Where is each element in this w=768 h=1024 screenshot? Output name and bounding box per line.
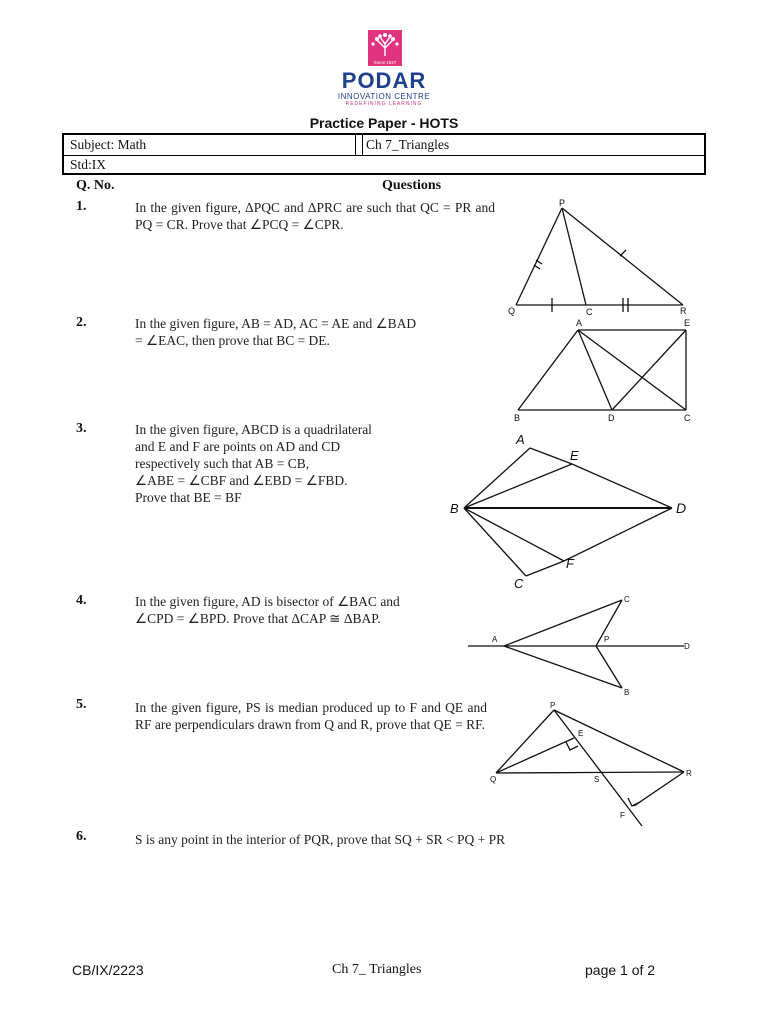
figure-q5 — [488, 698, 698, 828]
question-text: In the given figure, ΔPQC and ΔPRC are such that QC = PR and PQ = CR. Prove that ∠PCQ = ∠CPR. — [135, 200, 495, 232]
question-line: respectively such that AB = CB, — [135, 456, 310, 471]
fig-label: E — [684, 318, 691, 328]
brand-name: PODAR — [341, 68, 427, 93]
fig-label: C — [624, 595, 630, 604]
figure-q3 — [446, 428, 698, 593]
fig-label: S — [594, 775, 600, 784]
fig-label: C — [684, 413, 691, 423]
question-line: Prove that BE = BF — [135, 490, 242, 505]
questions-column-header: Questions — [382, 178, 442, 193]
fig-label: E — [578, 729, 584, 738]
fig-label: C — [514, 576, 524, 591]
footer-code: CB/IX/2223 — [72, 962, 144, 978]
question-number: 1. — [76, 199, 87, 214]
fig-label: A — [516, 432, 525, 447]
question-text: S is any point in the interior of PQR, prove that SQ + SR < PQ + PR — [135, 832, 506, 847]
fig-label: Q — [508, 306, 516, 316]
question-text: In the given figure, AB = AD, AC = AE and ∠BAD = ∠EAC, then prove that BC = DE. — [135, 316, 417, 348]
qno-column-header: Q. No. — [76, 178, 115, 193]
question-line: and E and F are points on AD and CD — [135, 439, 341, 454]
question-line: In the given figure, AD is bisector of ∠BAC and — [135, 594, 400, 609]
fig-label: R — [680, 306, 687, 316]
fig-label: A — [492, 635, 498, 644]
fig-label: C — [586, 307, 593, 317]
question-text — [135, 421, 435, 506]
figure-q2 — [508, 316, 698, 424]
question-line: In the given figure, ABCD is a quadrilateral — [135, 422, 372, 437]
fig-label: F — [620, 811, 625, 820]
paper-title: Practice Paper - HOTS — [309, 115, 459, 131]
fig-label: P — [559, 198, 566, 208]
fig-label: A — [576, 318, 583, 328]
question-number: 2. — [76, 315, 87, 330]
fig-label: D — [684, 642, 690, 651]
fig-label: D — [608, 413, 615, 423]
fig-label: F — [566, 556, 574, 571]
question-number: 5. — [76, 697, 87, 712]
question-line: ∠ABE = ∠CBF and ∠EBD = ∠FBD. — [135, 473, 348, 488]
figure-q1 — [500, 196, 700, 318]
question-number: 4. — [76, 593, 87, 608]
std-cell: Std:IX — [70, 157, 107, 172]
brand-tagline: REDEFINING LEARNING — [345, 101, 423, 107]
footer-page: page 1 of 2 — [585, 962, 656, 978]
fig-label: P — [604, 635, 610, 644]
fig-label: Q — [490, 775, 497, 784]
question-line: ∠CPD = ∠BPD. Prove that ΔCAP ≅ ΔBAP. — [135, 611, 381, 626]
fig-label: R — [686, 769, 692, 778]
figure-q4 — [464, 592, 700, 700]
footer-chapter: Ch 7_ Triangles — [332, 962, 422, 977]
fig-label: B — [624, 688, 630, 697]
question-text: In the given figure, PS is median produced up to F and QE and RF are perpendiculars drawn from Q and R, prove that QE = RF. — [135, 700, 487, 732]
fig-label: B — [514, 413, 521, 423]
question-text — [135, 593, 455, 627]
fig-label: D — [676, 500, 687, 516]
brand-subtitle: INNOVATION CENTRE — [337, 92, 431, 101]
header-table — [62, 133, 706, 175]
fig-label: P — [550, 701, 556, 710]
question-number: 6. — [76, 829, 87, 844]
fig-label: E — [570, 448, 579, 463]
fig-label: B — [450, 501, 459, 516]
question-number: 3. — [76, 421, 87, 436]
subject-cell: Subject: Math — [64, 135, 356, 155]
since-label: Since 1927 — [373, 60, 397, 65]
chapter-cell: Ch 7_Triangles — [366, 137, 450, 152]
